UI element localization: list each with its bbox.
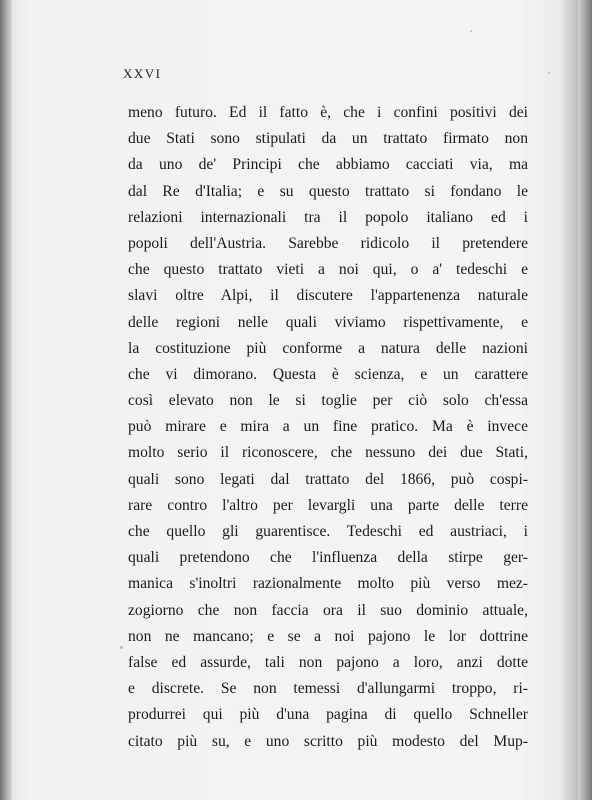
text-line: relazioni internazionali tra il popolo italiano ed i xyxy=(128,208,528,226)
text-line: rare contro l'altro per levargli una parte delle terre xyxy=(128,496,528,514)
text-line: slavi oltre Alpi, il discutere l'appartenenza naturale xyxy=(128,287,528,305)
text-line: quali pretendono che l'influenza della stirpe ger- xyxy=(128,549,528,567)
text-line: e discrete. Se non temessi d'allungarmi troppo, ri- xyxy=(128,680,528,698)
text-line: che questo trattato vieti a noi qui, o a' tedeschi e xyxy=(128,261,528,279)
text-line: quali sono legati dal trattato del 1866, può cospi- xyxy=(128,470,528,488)
page-number: XXVI xyxy=(123,66,162,81)
text-line: da uno de' Principi che abbiamo cacciati via, ma xyxy=(128,156,528,174)
right-page-edge xyxy=(578,0,592,800)
ink-speck xyxy=(120,646,123,649)
text-line: dal Re d'Italia; e su questo trattato si fondano le xyxy=(128,182,528,200)
text-line: citato più su, e uno scritto più modesto del Mup- xyxy=(128,732,528,750)
text-line: due Stati sono stipulati da un trattato firmato non xyxy=(128,130,528,148)
text-line: meno futuro. Ed il fatto è, che i confini positivi dei xyxy=(128,104,528,121)
text-line: popoli dell'Austria. Sarebbe ridicolo il pretendere xyxy=(128,234,528,252)
text-line: che vi dimorano. Questa è scienza, e un carattere xyxy=(128,365,528,383)
text-line: che quello gli guarentisce. Tedeschi ed austriaci, i xyxy=(128,523,528,540)
text-line: così elevato non le si toglie per ciò solo ch'essa xyxy=(128,392,528,410)
text-line: la costituzione più conforme a natura delle nazioni xyxy=(128,339,528,357)
text-line: false ed assurde, tali non pajono a loro, anzi dotte xyxy=(128,653,528,671)
text-line: manica s'inoltri razionalmente molto più verso mez- xyxy=(128,575,528,593)
left-page-edge xyxy=(0,0,12,800)
body-text xyxy=(128,100,528,755)
ink-speck xyxy=(470,30,472,32)
text-line: può mirare e mira a un fine pratico. Ma è invece xyxy=(128,418,528,436)
ink-speck xyxy=(548,72,550,74)
text-line: molto serio il riconoscere, che nessuno dei due Stati, xyxy=(128,444,528,462)
text-line: delle regioni nelle quali viviamo rispettivamente, e xyxy=(128,313,528,331)
text-line: non ne mancano; e se a noi pajono le lor dottrine xyxy=(128,627,528,645)
text-line: zogiorno che non faccia ora il suo dominio attuale, xyxy=(128,601,528,619)
text-line: produrrei qui più d'una pagina di quello Schneller xyxy=(128,706,528,724)
